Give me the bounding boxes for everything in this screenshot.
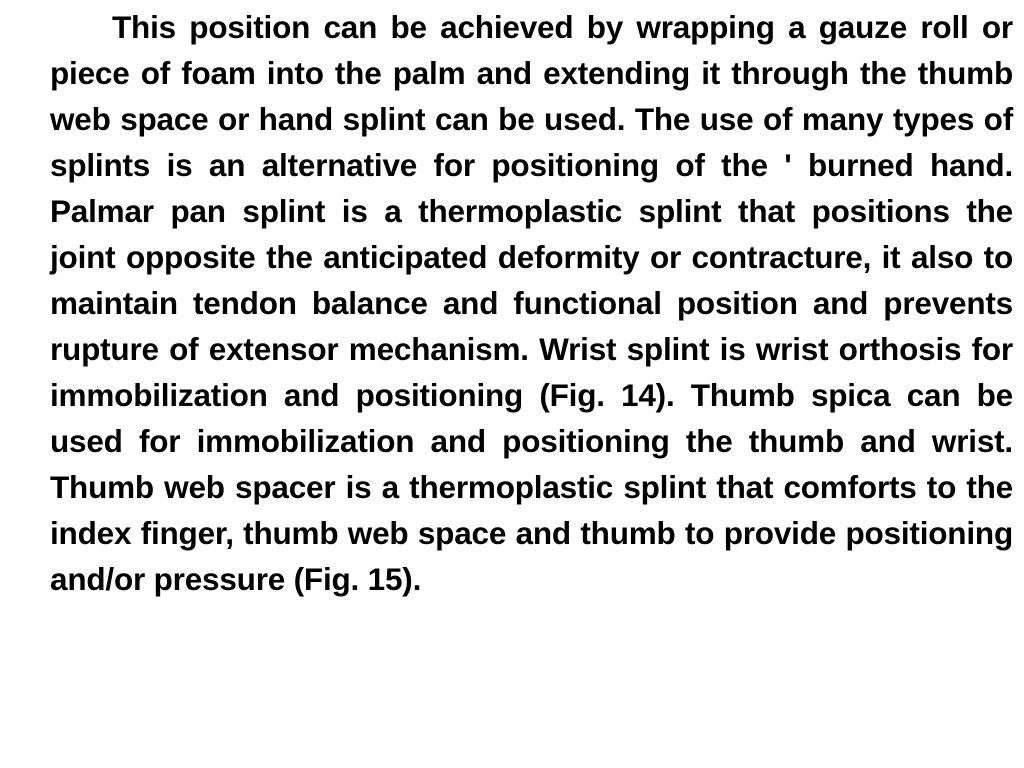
body-paragraph: This position can be achieved by wrapping a gauze roll or piece of foam into the palm and extending it through the thumb web space or hand splint can be used. The use of many types of splints is an alternative for positioning of the ' burned hand. Palmar pan splint is a thermoplastic splint that positions the joint opposite the anticipated deformity or contracture, it also to maintain tendon balance and functional position and prevents rupture of extensor mechanism. Wrist splint is wrist orthosis for immobilization and positioning (Fig. 14). Thumb spica can be used for immobilization and positioning the thumb and wrist. Thumb web spacer is a thermoplastic splint that comforts to the index finger, thumb web space and thumb to provide positioning and/or pressure (Fig. 15). <box>50 9 1013 597</box>
